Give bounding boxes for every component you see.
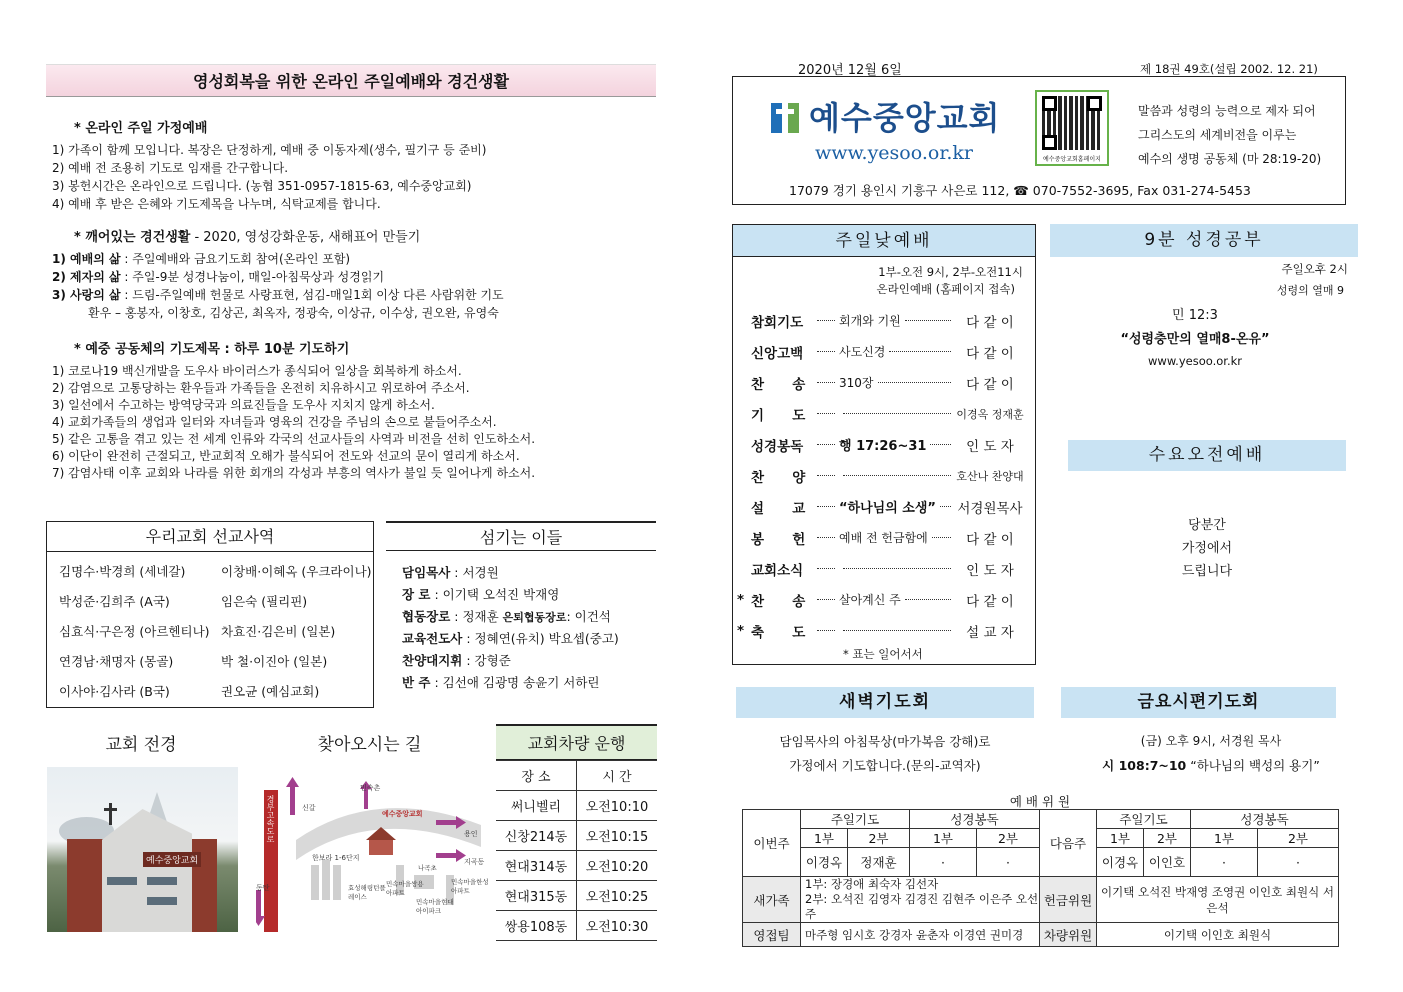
servants-box [386, 521, 656, 696]
order-name: 찬 양 [751, 469, 806, 486]
bus-header: 장 소 [496, 761, 576, 791]
wednesday-title: 수요오전예배 [1068, 440, 1346, 471]
servant-names: : 이기택 오석진 박재영 [430, 587, 560, 602]
dots [878, 382, 952, 383]
part-header: 1부 [1191, 829, 1258, 848]
section-title: * 예중 공동체의 기도제목 : 하루 10분 기도하기 [74, 342, 350, 357]
table-cell: · [1191, 848, 1258, 877]
order-leader: 서경원목사 [957, 500, 1023, 517]
table-cell: 현대314동 [496, 851, 576, 881]
worship-committee-table [742, 809, 1339, 947]
order-row [733, 398, 1035, 429]
date: 2020년 12월 6일 [798, 63, 902, 78]
list-item: 3) 일선에서 수고하는 방역당국과 의료진들을 도우사 지치지 않게 하소서. [52, 398, 435, 412]
friday-line-1: (금) 오후 9시, 서경원 목사 [1140, 734, 1282, 748]
new-family-label: 새가족 [743, 877, 801, 923]
mission-row [59, 682, 373, 712]
servant-role: 장 로 [402, 587, 431, 602]
order-name: 설 교 [751, 500, 806, 517]
vehicle-value: 이기택 이인호 최원식 [1097, 923, 1339, 947]
cross-logo-icon [771, 95, 799, 133]
servant-names: : 김선애 김광명 송윤기 서하린 [430, 675, 600, 690]
servant-names: : 강형준 [462, 653, 511, 668]
order-name: 축 도 [751, 624, 806, 641]
wednesday-line: 가정에서 [1181, 541, 1233, 556]
wednesday-line: 드립니다 [1181, 564, 1233, 579]
map-label: 민속마을한성아파트 [451, 878, 489, 895]
mission-row [59, 562, 373, 592]
patients-line: 환우 – 홍봉자, 이창호, 김상곤, 최옥자, 정광숙, 이상규, 이수상, 권오완, 유영숙 [88, 306, 499, 320]
dawn-line-1: 담임목사의 아침묵상(마가복음 강해)로 [779, 734, 991, 749]
servant-role: 교육전도사 [402, 631, 463, 646]
order-row [733, 367, 1035, 398]
order-row [733, 491, 1035, 522]
dots [817, 444, 835, 445]
order-row [733, 305, 1035, 336]
dots [817, 475, 835, 476]
bible-study-title: 9분 성경공부 [1050, 224, 1358, 257]
order-row [733, 522, 1035, 553]
bus-title: 교회차량 운행 [496, 724, 657, 760]
table-row [496, 821, 657, 851]
order-detail: 310장 [839, 376, 874, 390]
masthead [732, 76, 1346, 205]
sunday-worship-box [732, 224, 1036, 665]
map-label: 민속마을쌍용아파트 [386, 880, 424, 897]
bible-url[interactable]: www.yesoo.or.kr [1148, 354, 1242, 368]
table-cell: 쌍용108동 [496, 911, 576, 941]
map-label: 경부고속도로 [266, 795, 275, 843]
address: 17079 경기 용인시 기흥구 사은로 112, ☎ 070-7552-3695, Fax 031-274-5453 [789, 183, 1251, 198]
order-detail: 사도신경 [839, 345, 886, 359]
dots [843, 630, 951, 631]
list-item [52, 287, 652, 304]
offering-value: 이기택 오석진 박재영 조영권 이인호 최원식 서은석 [1097, 877, 1339, 923]
part-header: 2부 [1144, 829, 1191, 848]
table-cell: 신창214동 [496, 821, 576, 851]
dots [817, 351, 835, 352]
map-label: 민속마을현대아이파크 [416, 898, 454, 915]
missionary: 차효진·김은비 (일본) [221, 624, 336, 639]
list-item-key: 2) 제자의 삶 [52, 270, 121, 284]
order-leader: 다 같 이 [966, 345, 1014, 362]
map-label: 지곡동 [464, 858, 485, 866]
table-cell: 오전10:10 [576, 791, 657, 821]
part-header: 1부 [910, 829, 977, 848]
servant-names: : 서경원 [450, 565, 499, 580]
list-item-value: : 드림-주일예배 헌물로 사랑표현, 섬김-매일1회 이상 다른 사람위한 기도 [120, 288, 504, 302]
missionary: 박 철·이진아 (일본) [221, 654, 328, 669]
order-leader: 다 같 이 [966, 531, 1014, 548]
order-leader: 다 같 이 [966, 314, 1014, 331]
prayer-section [52, 341, 662, 482]
list-item: 3) 봉헌시간은 온라인으로 드립니다. (농협 351-0957-1815-63, 예수중앙교회) [52, 179, 472, 193]
dots [905, 320, 951, 321]
list-item: 5) 같은 고통을 겪고 있는 전 세계 인류와 각국의 선교사들의 사역과 비전을 선히 인도하소서. [52, 432, 536, 446]
table-cell: · [977, 848, 1040, 877]
table-row [496, 911, 657, 941]
friday-reference: 시 108:7~10 [1102, 758, 1187, 773]
servant-row [402, 629, 656, 651]
order-row [733, 336, 1035, 367]
table-cell: 써니벨리 [496, 791, 576, 821]
order-name: 기 도 [751, 407, 806, 424]
order-leader: 이경옥 정재훈 [956, 407, 1024, 421]
bible-topic: “성령충만의 열매8-온유” [1120, 332, 1270, 347]
table-cell: 오전10:20 [576, 851, 657, 881]
servant-row [402, 651, 656, 673]
mission-row [59, 622, 373, 652]
section-subtitle: - 2020, 영성강화운동, 새해표어 만들기 [190, 230, 421, 245]
order-leader: 다 같 이 [966, 376, 1014, 393]
table-cell: 오전10:30 [576, 911, 657, 941]
order-name: 찬 송 [751, 376, 806, 393]
map-label: 효성해링턴플레이스 [348, 884, 386, 901]
dots [930, 444, 951, 445]
dots [817, 568, 835, 569]
dots [817, 630, 835, 631]
servant-names: : 정혜연(유치) 박요셉(중고) [462, 631, 619, 646]
bible-subtitle: 성령의 열매 9 [1276, 284, 1344, 297]
order-row [733, 429, 1035, 460]
servant-role: 은퇴협동장로 [502, 611, 567, 624]
bus-header: 시 간 [576, 761, 657, 791]
order-name: 참회기도 [751, 314, 804, 331]
motto-line: 그리스도의 세계비전을 이루는 [1138, 128, 1297, 142]
sunday-online: 온라인예배 (홈페이지 접속) [876, 282, 1015, 296]
piety-section [52, 229, 652, 322]
dawn-title: 새벽기도회 [736, 687, 1034, 718]
table-cell: · [1258, 848, 1339, 877]
list-item-key: 1) 예배의 삶 [52, 252, 121, 266]
next-week-label: 다음주 [1040, 810, 1097, 877]
part-header: 1부 [1097, 829, 1144, 848]
home-worship-section [52, 120, 652, 214]
list-item-value: : 주일-9분 성경나눔이, 매일-아침묵상과 성경읽기 [120, 270, 385, 284]
issue-info: 제 18권 49호(설립 2002. 12. 21) [1140, 62, 1318, 76]
bible-time: 주일오후 2시 [1281, 262, 1348, 276]
missionary: 김명수·박경희 (세네갈) [59, 564, 186, 579]
qr-caption: 예수중앙교회홈페이지 [1043, 156, 1101, 163]
order-name: 성경봉독 [751, 438, 804, 455]
list-item: 4) 교회가족들의 생업과 일터와 자녀들과 영육의 건강을 주님의 손으로 붙들어주소서. [52, 415, 497, 429]
list-item: 1) 코로나19 백신개발을 도우사 바이러스가 종식되어 일상을 회복하게 하소서. [52, 364, 462, 378]
stand-mark: * [737, 622, 745, 639]
order-row [733, 460, 1035, 491]
section-title: * 온라인 주일 가정예배 [74, 121, 208, 136]
list-item [52, 251, 652, 268]
bible-reference: 민 12:3 [1172, 308, 1218, 323]
this-week-label: 이번주 [743, 810, 801, 877]
table-row [496, 851, 657, 881]
servant-role: 담임목사 [402, 565, 451, 580]
order-detail: 회개와 기원 [839, 314, 901, 328]
servant-names: : 정재훈 [450, 609, 503, 624]
directions-map [256, 765, 489, 935]
order-detail: 행 17:26~31 [839, 439, 927, 454]
missionary: 이사야·김사라 (B국) [59, 684, 170, 699]
part-header: 2부 [1258, 829, 1339, 848]
table-row [496, 791, 657, 821]
servant-row [402, 673, 656, 695]
order-detail: 살아계신 주 [839, 593, 901, 607]
prayer-header: 주일기도 [801, 810, 910, 829]
section-title: * 깨어있는 경건생활 [74, 230, 191, 245]
missionary: 심효식·구은정 (아르헨티나) [59, 624, 210, 639]
vehicle-label: 차량위원 [1040, 923, 1097, 947]
order-name: 신앙고백 [751, 345, 804, 362]
order-row [733, 553, 1035, 584]
table-cell: 오전10:15 [576, 821, 657, 851]
order-leader: 인 도 자 [966, 438, 1014, 455]
banner: 영성회복을 위한 온라인 주일예배와 경건생활 [46, 64, 656, 97]
servant-row [402, 607, 656, 629]
friday-title: 금요시편기도회 [1061, 687, 1336, 718]
order-name: 교회소식 [751, 562, 804, 579]
order-leader: 설 교 자 [966, 624, 1014, 641]
dots [940, 506, 951, 507]
part-header: 2부 [848, 829, 910, 848]
qr-code-icon[interactable] [1035, 90, 1109, 166]
table-cell: 이경옥 [801, 848, 848, 877]
table-cell: 정재훈 [848, 848, 910, 877]
reading-header: 성경봉독 [1191, 810, 1339, 829]
list-item: 6) 이단이 완전히 근절되고, 반교회적 오해가 불식되어 전도와 선교의 문이 열리게 하소서. [52, 449, 520, 463]
new-family-value: 1부: 장경애 최숙자 김선자 2부: 오석진 김영자 김경진 김현주 이은주 오선주 [801, 877, 1040, 923]
table-cell: 오전10:25 [576, 881, 657, 911]
greeting-label: 영접팀 [743, 923, 801, 947]
map-label: 예수중앙교회 [382, 810, 423, 818]
church-photo [47, 767, 238, 932]
order-name: 찬 송 [751, 593, 806, 610]
reading-header: 성경봉독 [910, 810, 1040, 829]
church-name: 예수중앙교회 [809, 99, 1001, 137]
sunday-time: 1부-오전 9시, 2부-오전11시 [878, 265, 1023, 279]
order-leader: 호산나 찬양대 [956, 469, 1024, 483]
sunday-title: 주일낮예배 [733, 225, 1035, 257]
stand-mark: * [737, 591, 745, 608]
order-row [733, 615, 1035, 646]
missionary: 권오균 (예심교회) [221, 684, 320, 699]
part-header: 2부 [977, 829, 1040, 848]
table-cell: · [910, 848, 977, 877]
map-label: 민속촌 [360, 784, 381, 792]
map-label: 동탄 [256, 884, 270, 892]
order-leader: 다 같 이 [966, 593, 1014, 610]
missionary: 박성준·김희주 (A국) [59, 594, 170, 609]
directions-title: 찾아오시는 길 [317, 735, 422, 755]
order-name: 봉 헌 [751, 531, 806, 548]
servant-row [402, 563, 656, 585]
list-item: 7) 감염사태 이후 교회와 나라를 위한 회개의 각성과 부흥의 역사가 불일 듯 일어나게 하소서. [52, 466, 536, 480]
map-label: 한보라 1-6단지 [312, 854, 360, 862]
dots [843, 568, 951, 569]
mission-title: 우리교회 선교사역 [47, 522, 373, 552]
order-detail: 예배 전 헌금함에 [839, 531, 928, 545]
servant-row [402, 585, 656, 607]
map-label: 용인 [464, 830, 478, 838]
table-cell: 현대315동 [496, 881, 576, 911]
missionary: 임은숙 (필리핀) [221, 594, 308, 609]
map-label: 신갈 [302, 804, 316, 812]
motto-line: 말씀과 성령의 능력으로 제자 되어 [1138, 104, 1316, 118]
bus-schedule [496, 724, 657, 941]
worship-committee-title: 예 배 위 원 [1009, 794, 1071, 809]
table-row [496, 881, 657, 911]
mission-box [46, 521, 374, 708]
prayer-header: 주일기도 [1097, 810, 1191, 829]
motto-line: 예수의 생명 공동체 (마 28:19-20) [1138, 152, 1322, 166]
dots [843, 413, 951, 414]
mission-row [59, 652, 373, 682]
map-label: 나곡초 [418, 864, 437, 872]
greeting-value: 마주형 임시호 강경자 윤춘자 이경연 권미경 [801, 923, 1040, 947]
dots [817, 382, 835, 383]
missionary: 연경남·채명자 (몽골) [59, 654, 174, 669]
wednesday-line: 당분간 [1188, 518, 1226, 533]
offering-label: 헌금위원 [1040, 877, 1097, 923]
dots [889, 351, 951, 352]
list-item: 1) 가족이 함께 모입니다. 복장은 단정하게, 예배 중 이동자제(생수, 필기구 등 준비) [52, 143, 487, 157]
servant-role: 협동장로 [402, 609, 451, 624]
list-item: 2) 예배 전 조용히 기도로 임재를 간구합니다. [52, 161, 289, 175]
table-cell: 이경옥 [1097, 848, 1144, 877]
website-url[interactable]: www.yesoo.or.kr [815, 142, 973, 164]
order-detail: “하나님의 소생” [839, 501, 936, 516]
list-item: 2) 감염으로 고통당하는 환우들과 가족들을 온전히 치유하시고 위로하여 주소서. [52, 381, 470, 395]
dots [905, 599, 951, 600]
list-item: 4) 예배 후 받은 은혜와 기도제목을 나누며, 식탁교제를 합니다. [52, 197, 381, 211]
part-header: 1부 [801, 829, 848, 848]
mission-row [59, 592, 373, 622]
friday-topic: “하나님의 백성의 용기” [1186, 758, 1320, 773]
church-sign: 예수중앙교회 [143, 852, 201, 867]
dots [932, 537, 951, 538]
dots [817, 537, 835, 538]
dots [817, 599, 835, 600]
dawn-line-2: 가정에서 기도합니다.(문의-교역자) [789, 758, 981, 773]
servants-title: 섬기는 이들 [386, 521, 656, 551]
missionary: 이창배·이혜옥 (우크라이나) [221, 564, 372, 579]
dots [843, 475, 951, 476]
table-cell: 이인호 [1144, 848, 1191, 877]
list-item-key: 3) 사랑의 삶 [52, 288, 121, 302]
dots [817, 506, 835, 507]
stand-note: * 표는 일어서서 [843, 647, 923, 661]
church-view-title: 교회 전경 [105, 735, 177, 755]
list-item-value: : 주일예배와 금요기도회 참여(온라인 포함) [120, 252, 351, 266]
servant-role: 반 주 [402, 675, 431, 690]
servant-role: 찬양대지휘 [402, 653, 463, 668]
dots [817, 320, 835, 321]
order-leader: 인 도 자 [966, 562, 1014, 579]
order-row [733, 584, 1035, 615]
list-item [52, 269, 652, 286]
dots [817, 413, 835, 414]
servant-names: : 이건석 [566, 609, 611, 624]
